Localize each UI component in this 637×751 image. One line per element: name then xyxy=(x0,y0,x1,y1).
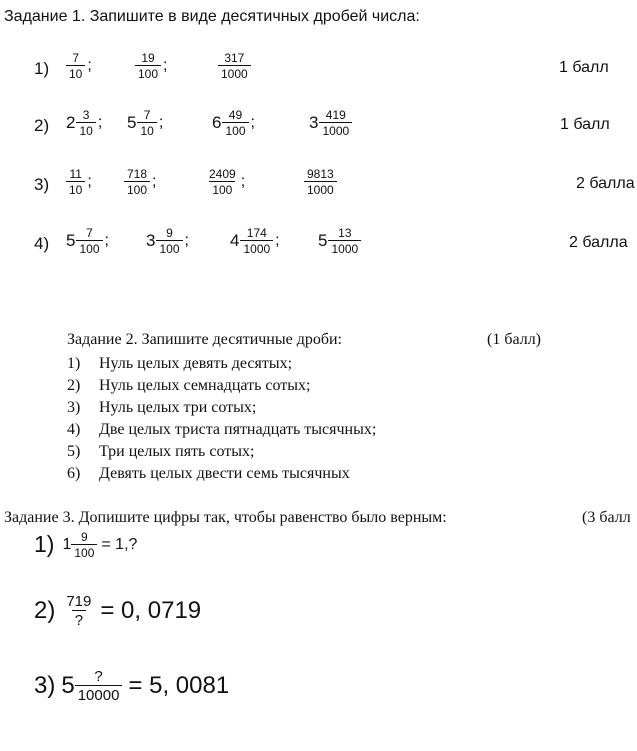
task1-row3-item2: $\frac{718}{100}$ ; xyxy=(124,168,156,196)
task1-row4-item1: 5 $\frac{7}{100}$ ; xyxy=(66,226,109,256)
task1-row2-score: 1 балл xyxy=(560,116,610,133)
task1-row1-item2: $\frac{19}{100}$ ; xyxy=(135,52,167,80)
task1-row2-item4: 3 $\frac{419}{1000}$ xyxy=(309,109,352,137)
list-item: 1) Нуль целых девять десятых; xyxy=(67,355,293,372)
task3-eq2: 2) $\frac{719}{?}$ = 0, 0719 xyxy=(34,593,202,629)
task2-list xyxy=(67,353,376,485)
list-item: 2) Нуль целых семнадцать сотых; xyxy=(67,377,311,394)
task1-row2-label: 2) xyxy=(34,116,50,135)
task3-eq3: 3) 5 $\frac{?}{10000}$ = 5, 0081 xyxy=(34,668,230,704)
task1-row1-label: 1) xyxy=(34,59,50,78)
list-item: 5) Три целых пять сотых; xyxy=(67,443,255,460)
task1-row3-label: 3) xyxy=(34,175,50,194)
list-item: 3) Нуль целых три сотых; xyxy=(67,399,257,416)
task1-row1-item1: $\frac{7}{10}$ ; xyxy=(66,52,92,80)
task1-row4-score: 2 балла xyxy=(569,234,628,251)
task3-title: Задание 3. Допишите цифры так, чтобы равенство было верным: xyxy=(4,509,447,526)
task1-row2-item2: 5 $\frac{7}{10}$ ; xyxy=(127,108,164,138)
task1-row3-item4: $\frac{9813}{1000}$ xyxy=(304,168,337,196)
task1-row3-score: 2 балла xyxy=(576,175,635,192)
task2-score: (1 балл) xyxy=(487,331,542,348)
task1-row1-score: 1 балл xyxy=(559,59,609,76)
task2-title: Задание 2. Запишите десятичные дроби: xyxy=(67,331,342,348)
task1-row4-item2: 3 $\frac{9}{100}$ ; xyxy=(146,226,189,256)
task1-title: Задание 1. Запишите в виде десятичных дробей числа: xyxy=(4,8,420,25)
eq2-label: 2) xyxy=(34,597,56,624)
task1-row3-item1: $\frac{11}{10}$ ; xyxy=(66,168,92,196)
task3-eq1: 1) 1 $\frac{9}{100}$ = 1,? xyxy=(34,529,138,560)
task1-row4-item4: 5 $\frac{13}{1000}$ xyxy=(318,227,361,255)
eq1-label: 1) xyxy=(34,531,55,558)
task1-row4-label: 4) xyxy=(34,234,50,253)
eq3-label: 3) xyxy=(34,672,56,699)
task1-row4-item3: 4 $\frac{174}{1000}$ ; xyxy=(230,226,280,256)
list-item: 4) Две целых триста пятнадцать тысячных; xyxy=(67,421,377,438)
task1-row2-item1: 2 $\frac{3}{10}$ ; xyxy=(66,108,103,138)
task3-score: (3 балл xyxy=(582,509,631,526)
task1-row1-item3: $\frac{317}{1000}$ xyxy=(218,52,251,80)
task1-row3-item3: $\frac{2409}{100}$ ; xyxy=(209,167,246,197)
task1-row2-item3: 6 $\frac{49}{100}$ ; xyxy=(212,108,255,138)
list-item: 6) Девять целых двести семь тысячных xyxy=(67,465,350,482)
